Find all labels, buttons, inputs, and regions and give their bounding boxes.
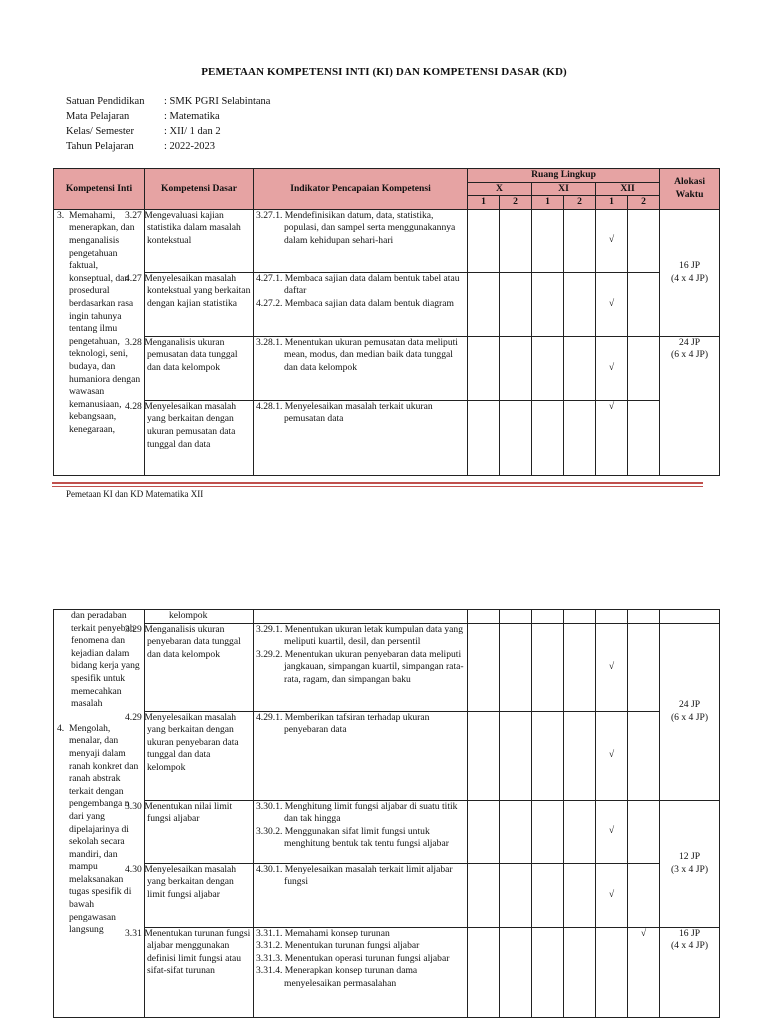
table-row — [54, 336, 720, 400]
alokasi-waktu-cell: 16 JP (4 x 4 JP) — [660, 209, 720, 336]
kd-cell: 4.30 Menyelesaikan masalah yang berkaitan dengan limit fungsi aljabar — [145, 863, 254, 927]
check-mark: √ — [596, 800, 628, 863]
table-row — [54, 623, 720, 711]
meta-row: Tahun Pelajaran : 2022-2023 — [66, 141, 216, 152]
ipk-cell: 3.27.1. Mendefinisikan datum, data, statistika, populasi, dan sampel serta menggunakannya dalam kehidupan sehari-hari — [254, 209, 468, 272]
alokasi-waktu-cell: 16 JP (4 x 4 JP) — [660, 927, 720, 1017]
meta-row: Satuan Pendidikan : SMK PGRI Selabintana — [66, 96, 271, 107]
kd-cell: 3.27 Mengevaluasi kajian statistika dalam masalah kontekstual — [145, 209, 254, 272]
table-row — [54, 272, 720, 336]
alokasi-waktu-cell: 24 JP (6 x 4 JP) — [660, 336, 720, 475]
ipk-cell: 4.28.1. Menyelesaikan masalah terkait ukuran pemusatan data — [254, 400, 468, 475]
table-row — [54, 927, 720, 1017]
table-row — [54, 209, 720, 272]
ipk-cell: 3.31.1. Memahami konsep turunan 3.31.2. Menentukan turunan fungsi aljabar 3.31.3. Menentukan operasi turunan fungsi aljabar 3.31.4. Menerapkan konsep turunan dama menyelesaikan permasalahan — [254, 927, 468, 1017]
header-ruang-lingkup: Ruang Lingkup — [468, 169, 660, 183]
kd-mapping-table-page2 — [53, 609, 720, 1018]
header-sem: 2 — [628, 196, 660, 210]
ipk-cell: 4.30.1. Menyelesaikan masalah terkait limit aljabar fungsi — [254, 863, 468, 927]
table-row — [54, 400, 720, 475]
table-row — [54, 610, 720, 624]
kd-cell: 4.27 Menyelesaikan masalah kontekstual yang berkaitan dengan kajian statistika — [145, 272, 254, 336]
check-mark: √ — [596, 336, 628, 400]
kd-cell: 3.31 Menentukan turunan fungsi aljabar menggunakan definisi limit fungsi atau sifat-sifat turunan — [145, 927, 254, 1017]
ipk-cell: 3.28.1. Menentukan ukuran pemusatan data meliputi mean, modus, dan median baik data tunggal dan data kelompok — [254, 336, 468, 400]
header-class-xi: XI — [532, 182, 596, 196]
ipk-cell: 4.27.1. Membaca sajian data dalam bentuk tabel atau daftar 4.27.2. Membaca sajian data dalam bentuk diagram — [254, 272, 468, 336]
page-footer: Pemetaan KI dan KD Matematika XII — [66, 489, 204, 499]
header-sem: 2 — [500, 196, 532, 210]
kd-cell: 4.28 Menyelesaikan masalah yang berkaitan dengan ukuran pemusatan data tunggal dan data — [145, 400, 254, 475]
page-title: PEMETAAN KOMPETENSI INTI (KI) DAN KOMPETENSI DASAR (KD) — [201, 66, 567, 78]
check-mark: √ — [596, 711, 628, 800]
check-mark: √ — [596, 209, 628, 272]
table-row — [54, 863, 720, 927]
ipk-cell: 4.29.1. Memberikan tafsiran terhadap ukuran penyebaran data — [254, 711, 468, 800]
kd-cell: 3.30 Menentukan nilai limit fungsi aljabar — [145, 800, 254, 863]
check-mark: √ — [596, 863, 628, 927]
check-mark: √ — [596, 400, 628, 475]
header-ki: Kompetensi Inti — [54, 169, 145, 210]
header-alokasi-waktu: Alokasi Waktu — [660, 169, 720, 210]
header-sem: 1 — [596, 196, 628, 210]
header-kd: Kompetensi Dasar — [145, 169, 254, 210]
header-sem: 1 — [468, 196, 500, 210]
kd-cell: 3.29 Menganalisis ukuran penyebaran data tunggal dan data kelompok — [145, 623, 254, 711]
alokasi-waktu-cell: 12 JP (3 x 4 JP) — [660, 800, 720, 927]
header-sem: 2 — [564, 196, 596, 210]
table-row — [54, 800, 720, 863]
kd-cell: kelompok — [145, 610, 254, 624]
check-mark: √ — [596, 272, 628, 336]
check-mark: √ — [628, 927, 660, 1017]
footer-divider — [52, 482, 703, 484]
ki-cell: 3. Memahami, menerapkan, dan menganalisis pengetahuan faktual, konseptual, dan prosedural berdasarkan rasa ingin tahunya tentang ilmu pengetahuan, teknologi, seni, budaya, dan humaniora dengan wawasan kemanusiaan, kebangsaan, kenegaraan, — [54, 209, 145, 475]
meta-row: Mata Pelajaran : Matematika — [66, 111, 220, 122]
header-class-x: X — [468, 182, 532, 196]
meta-row: Kelas/ Semester : XII/ 1 dan 2 — [66, 126, 221, 137]
ipk-cell: 3.30.1. Menghitung limit fungsi aljabar di suatu titik dan tak hingga 3.30.2. Menggunakan sifat limit fungsi untuk menghitung bentuk tak tentu fungsi aljabar — [254, 800, 468, 863]
document-meta — [66, 94, 270, 154]
header-ipk: Indikator Pencapaian Kompetensi — [254, 169, 468, 210]
header-class-xii: XII — [596, 182, 660, 196]
ki-cell: dan peradaban terkait penyebab fenomena dan kejadian dalam bidang kerja yang spesifik untuk memecahkan masalah 4. Mengolah, menalar, dan menyaji dalam ranah konkret dan ranah abstrak terkait dengan pengembanga n dari yang dipelajarinya di sekolah secara mandiri, dan mampu melaksanakan tugas spesifik di bawah pengawasan langsung — [54, 610, 145, 1018]
header-sem: 1 — [532, 196, 564, 210]
kd-mapping-table-page1 — [53, 168, 720, 476]
check-mark: √ — [596, 623, 628, 711]
alokasi-waktu-cell: 24 JP (6 x 4 JP) — [660, 623, 720, 800]
kd-cell: 4.29 Menyelesaikan masalah yang berkaitan dengan ukuran penyebaran data tunggal dan data kelompok — [145, 711, 254, 800]
table-row — [54, 711, 720, 800]
kd-cell: 3.28 Menganalisis ukuran pemusatan data tunggal dan data kelompok — [145, 336, 254, 400]
ipk-cell: 3.29.1. Menentukan ukuran letak kumpulan data yang meliputi kuartil, desil, dan persentil 3.29.2. Menentukan ukuran penyebaran data meliputi jangkauan, simpangan kuartil, simpangan rata-rata, ragam, dan simpangan baku — [254, 623, 468, 711]
footer-divider — [52, 486, 703, 487]
